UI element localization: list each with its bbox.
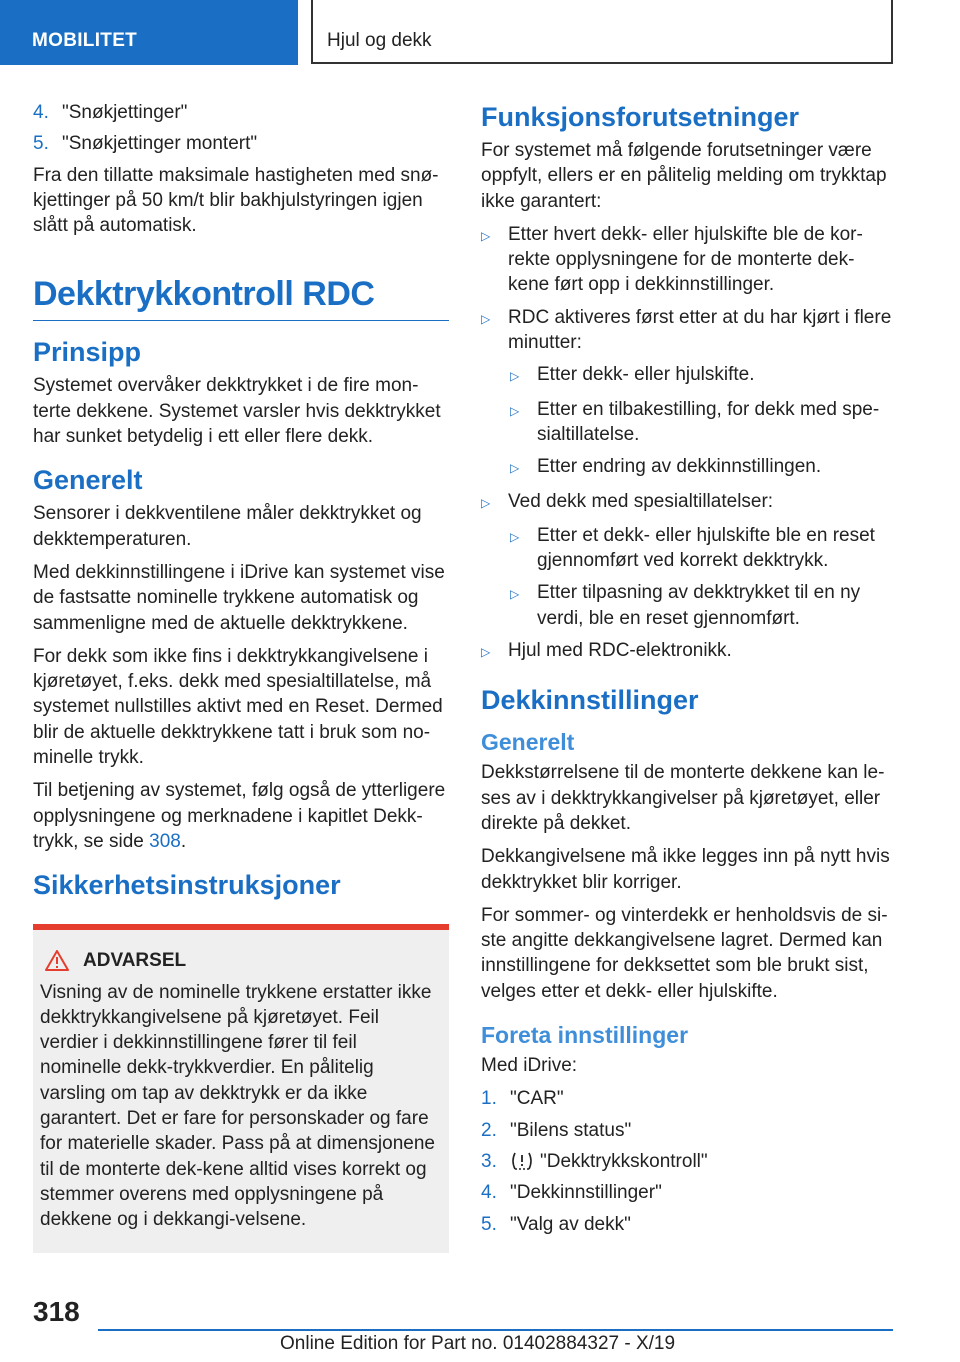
warning-triangle-icon bbox=[45, 950, 69, 971]
triangle-bullet-icon: ▷ bbox=[510, 369, 520, 384]
tire-pressure-icon bbox=[510, 1150, 534, 1172]
paragraph: Dekkstørrelsene til de monterte dekkene kan le-ses av i dekktrykkangivelser på kjøretøyet, eller direkte på dekket. bbox=[481, 762, 885, 834]
triangle-bullet-icon: ▷ bbox=[481, 228, 491, 243]
bullet-item bbox=[481, 489, 893, 516]
bullet-text: Etter dekk- eller hjulskifte. bbox=[537, 364, 755, 386]
paragraph: Dekkangivelsene må ikke legges inn på nytt hvis dekktrykket blir korriger. bbox=[481, 846, 890, 893]
bullet-item bbox=[481, 638, 893, 665]
triangle-bullet-icon: ▷ bbox=[481, 311, 491, 326]
warning-text: Visning av de nominelle trykkene erstatter ikke dekktrykkangivelsene på kjøretøyet. Feil verdier i dekkinnstillingene fører til feil nominelle dekk-trykkverdier. En pålitelig varsling om tap av dekktrykk er da ikke garantert. Det er fare for personskader og fare for materielle skader. Pass på at dimensjonene til de monterte dek-kene alltid vises korrekt og stemmer overens med opplysningene på dekkene og i dekkangi-velsene. bbox=[40, 981, 435, 1231]
paragraph: Sensorer i dekkventilene måler dekktrykket og dekktemperaturen. bbox=[33, 503, 422, 550]
step-number: 2. bbox=[481, 1119, 497, 1141]
triangle-bullet-icon: ▷ bbox=[481, 495, 491, 510]
step-item bbox=[33, 100, 449, 125]
warning-box bbox=[33, 924, 449, 1252]
step-text: "Valg av dekk" bbox=[510, 1213, 631, 1235]
step-item bbox=[481, 1180, 893, 1205]
paragraph bbox=[33, 778, 449, 854]
section-heading: Prinsipp bbox=[33, 337, 142, 368]
step-item bbox=[481, 1149, 893, 1174]
page-title: Dekktrykkontroll RDC bbox=[33, 274, 449, 321]
step-number: 5. bbox=[33, 133, 49, 155]
sub-bullet-item bbox=[510, 454, 893, 481]
paragraph: Med dekkinnstillingene i iDrive kan systemet vise de fastsatte nominelle trykkene automatisk og sammenligne med de aktuelle dekktrykkene. bbox=[33, 561, 445, 634]
warning-header bbox=[40, 948, 441, 973]
bullet-text: Etter en tilbakestilling, for dekk med spe-sialtillatelse. bbox=[537, 398, 880, 445]
section-tab bbox=[0, 0, 298, 65]
page-reference-link[interactable]: 308 bbox=[149, 830, 181, 852]
bullet-text: Etter endring av dekkinnstillingen. bbox=[537, 456, 822, 478]
page-number: 318 bbox=[33, 1296, 80, 1327]
bullet-text: Ved dekk med spesialtillatelser: bbox=[508, 490, 774, 512]
right-column bbox=[481, 100, 893, 1243]
bullet-text: RDC aktiveres først etter at du har kjørt i flere minutter: bbox=[508, 306, 892, 354]
bullet-item bbox=[481, 305, 893, 356]
step-text: "CAR" bbox=[510, 1088, 564, 1110]
sub-bullet-item bbox=[510, 397, 893, 448]
section-heading: Dekkinnstillinger bbox=[481, 685, 699, 716]
sub-bullet-item bbox=[510, 362, 893, 389]
bullet-text: Hjul med RDC-elektronikk. bbox=[508, 640, 732, 662]
paragraph: Med iDrive: bbox=[481, 1055, 578, 1077]
footer-edition: Online Edition for Part no. 01402884327 - X/19 bbox=[280, 1333, 676, 1354]
step-number: 4. bbox=[481, 1182, 497, 1204]
sub-bullet-item bbox=[510, 523, 893, 574]
subsection-heading: Generelt bbox=[481, 729, 575, 756]
bullet-text: Etter hvert dekk- eller hjulskifte ble de kor-rekte opplysningene for de monterte dek-kene ført opp i dekkinnstillinger. bbox=[508, 223, 863, 296]
triangle-bullet-icon: ▷ bbox=[510, 529, 520, 544]
step-number: 4. bbox=[33, 102, 49, 123]
step-text: "Dekktrykkskontroll" bbox=[540, 1150, 708, 1172]
chapter-title: Hjul og dekk bbox=[327, 30, 432, 51]
footer-divider bbox=[98, 1329, 893, 1331]
bullet-text: Etter et dekk- eller hjulskifte ble en reset gjennomført ved korrekt dekktrykk. bbox=[537, 524, 875, 572]
paragraph: Fra den tillatte maksimale hastigheten med snø-kjettinger på 50 km/t blir bakhjulstyringen igjen slått på automatisk. bbox=[33, 164, 439, 237]
triangle-bullet-icon: ▷ bbox=[510, 461, 520, 476]
triangle-bullet-icon: ▷ bbox=[481, 645, 491, 660]
paragraph-text: Til betjening av systemet, følg også de ytterligere opplysningene og merknadene i kapitlet Dekk-trykk, se side bbox=[33, 780, 446, 852]
step-text: "Dekkinnstillinger" bbox=[510, 1182, 662, 1204]
step-text: "Bilens status" bbox=[510, 1119, 632, 1141]
section-title: MOBILITET bbox=[32, 30, 138, 51]
paragraph: For systemet må følgende forutsetninger være oppfylt, ellers er en pålitelig melding om trykktap ikke garantert: bbox=[481, 140, 887, 212]
paragraph: Systemet overvåker dekktrykket i de fire mon-terte dekkene. Systemet varsler hvis dekktrykket har sunket betydelig i ett eller flere dekk. bbox=[33, 375, 441, 448]
left-column bbox=[33, 100, 449, 1253]
paragraph: For sommer- og vinterdekk er henholdsvis de si-ste angitte dekkangivelsene lagret. Dermed kan innstillingene for dekksettet som ble brukt sist, velges etter et dekk- eller hjulskifte. bbox=[481, 904, 888, 1002]
step-text: "Snøkjettinger montert" bbox=[62, 133, 258, 155]
step-number: 5. bbox=[481, 1213, 497, 1235]
paragraph-text: . bbox=[180, 830, 187, 852]
triangle-bullet-icon: ▷ bbox=[510, 587, 520, 602]
step-item bbox=[481, 1086, 893, 1111]
subsection-heading: Foreta innstillinger bbox=[481, 1022, 689, 1049]
step-text: "Snøkjettinger" bbox=[62, 102, 188, 123]
sub-bullet-item bbox=[510, 580, 893, 631]
step-number: 3. bbox=[481, 1150, 497, 1172]
bullet-text: Etter tilpasning av dekktrykket til en ny verdi, ble en reset gjennomført. bbox=[537, 582, 861, 629]
section-heading: Funksjonsforutsetninger bbox=[481, 102, 800, 132]
step-number: 1. bbox=[481, 1088, 497, 1110]
warning-title: ADVARSEL bbox=[83, 950, 187, 972]
step-item bbox=[481, 1118, 893, 1143]
bullet-item bbox=[481, 222, 893, 298]
chapter-header bbox=[311, 0, 893, 64]
step-item bbox=[33, 131, 449, 156]
step-item bbox=[481, 1212, 893, 1237]
section-heading: Generelt bbox=[33, 465, 143, 496]
triangle-bullet-icon: ▷ bbox=[510, 403, 520, 418]
paragraph: For dekk som ikke fins i dekktrykkangivelsene i kjøretøyet, f.eks. dekk med spesialtillatelse, må systemet nullstilles aktivt med en Reset. Dermed blir de aktuelle dekktrykkene tatt i bruk som no-minelle trykk. bbox=[33, 645, 443, 769]
section-heading: Sikkerhetsinstruksjoner bbox=[33, 870, 341, 901]
